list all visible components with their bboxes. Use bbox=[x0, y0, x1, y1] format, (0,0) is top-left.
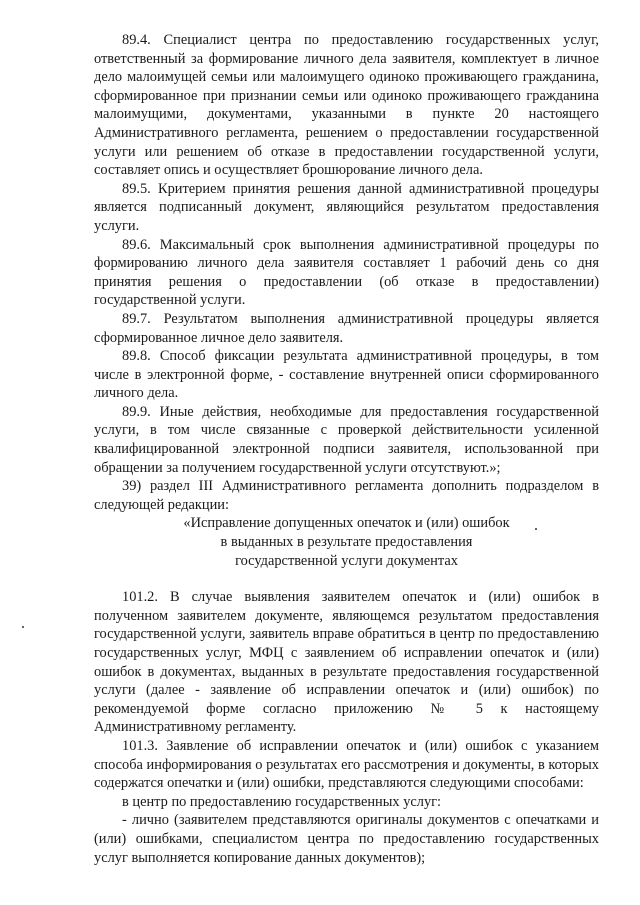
paragraph-101-3: 101.3. Заявление об исправлении опечаток и (или) ошибок с указанием способа информирования о результатах его рассмотрения и документы, в которых содержатся опечатки и (или) ошибки, представляются следующими способами: bbox=[94, 737, 599, 792]
heading-line-1: «Исправление допущенных опечаток и (или) ошибок bbox=[183, 515, 510, 532]
heading-line-2: в выданных в результате предоставления bbox=[220, 534, 473, 551]
document-page bbox=[94, 31, 599, 867]
paragraph-89-4: 89.4. Специалист центра по предоставлению государственных услуг, ответственный за формирование личного дела заявителя, комплектует в личное дело малоимущей семьи или малоимущего одиноко проживающего гражданина, сформированное при признании семьи или одиноко проживающего гражданина малоимущими, документами, указанными в пункте 20 настоящего Административного регламента, решением о предоставлении государственной услуги или решением об отказе в предоставлении государственной услуги, составляет опись и осуществляет брошюрование личного дела. bbox=[94, 32, 599, 179]
paragraph-89-8: 89.8. Способ фиксации результата административной процедуры, в том числе в электронной форме, - составление внутренней описи сформированного личного дела. bbox=[94, 348, 599, 402]
scan-speck bbox=[535, 528, 537, 530]
spacer bbox=[94, 570, 599, 588]
paragraph-in-person: - лично (заявителем представляются оригиналы документов с опечатками и (или) ошибками, специалистом центра по предоставлению государственных услуг выполняется копирование данных документов); bbox=[94, 812, 599, 866]
paragraph-item-39: 39) раздел III Административного регламента дополнить подразделом в следующей редакции: bbox=[94, 478, 599, 513]
paragraph-89-5: 89.5. Критерием принятия решения данной административной процедуры является подписанный документ, являющийся результатом предоставления услуги. bbox=[94, 180, 599, 234]
scan-speck bbox=[22, 626, 24, 628]
paragraph-89-6: 89.6. Максимальный срок выполнения административной процедуры по формированию личного дела заявителя составляет 1 рабочий день со дня принятия решения о предоставлении (об отказе в предоставлении) государственной услуги. bbox=[94, 236, 599, 309]
paragraph-89-9: 89.9. Иные действия, необходимые для предоставления государственной услуги, в том числе связанные с проверкой действительности усиленной квалифицированной электронной подписи заявителя, использованной при обращении за получением государственной услуги отсутствуют.»; bbox=[94, 403, 599, 476]
paragraph-89-7: 89.7. Результатом выполнения административной процедуры является сформированное личное дело заявителя. bbox=[94, 310, 599, 346]
heading-line-3: государственной услуги документах bbox=[235, 552, 458, 569]
subsection-heading bbox=[94, 514, 599, 570]
paragraph-center-header: в центр по предоставлению государственных услуг: bbox=[122, 793, 442, 810]
paragraph-101-2: 101.2. В случае выявления заявителем опечаток и (или) ошибок в полученном заявителем документе, являющемся результатом предоставления государственной услуги, заявитель вправе обратиться в центр по предоставлению государственных услуг, МФЦ с заявлением об исправлении опечаток и (или) ошибок в документах, выданных в результате предоставления государственной услуги (далее - заявление об исправлении опечаток и (или) ошибок) по рекомендуемой форме согласно приложению № 5 к настоящему Административному регламенту. bbox=[94, 589, 599, 736]
